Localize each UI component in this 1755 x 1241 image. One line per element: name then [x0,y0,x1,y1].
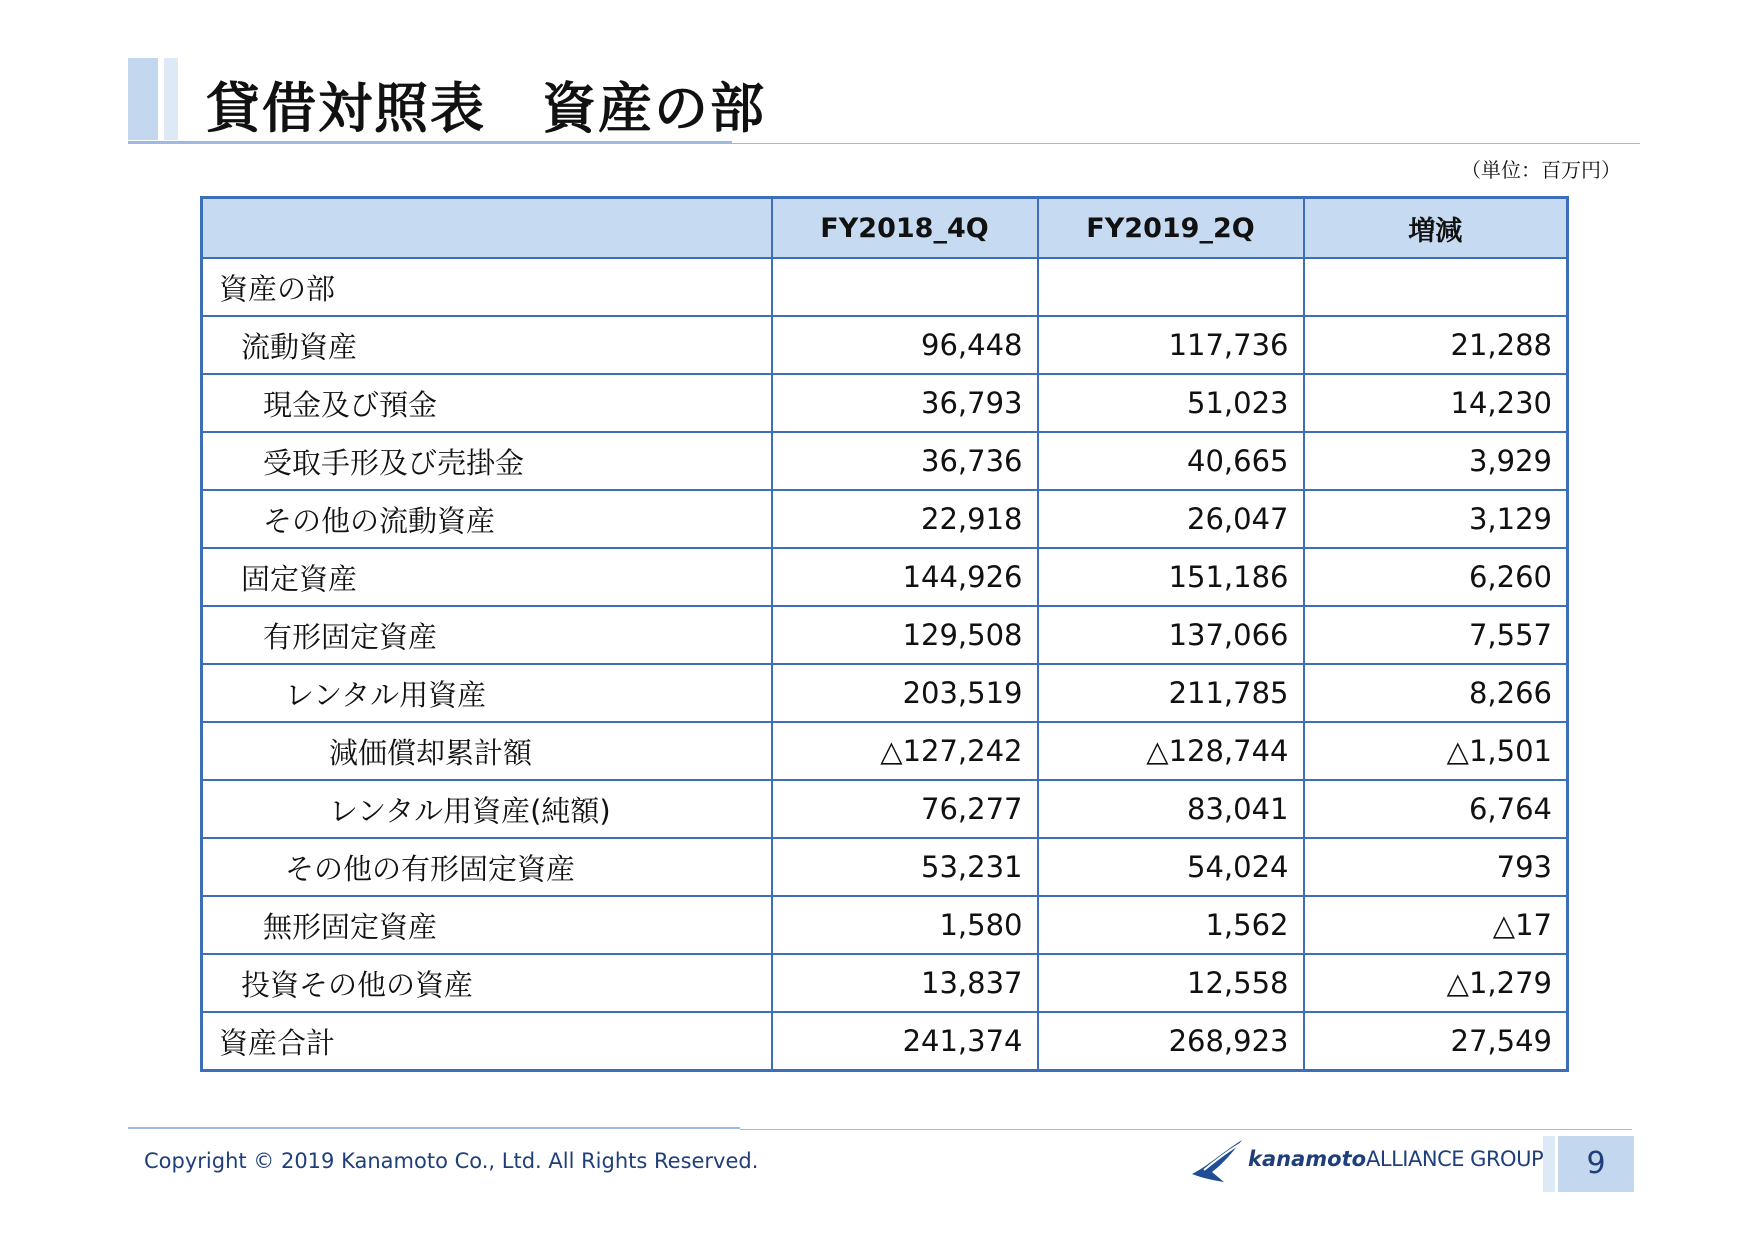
cell-fy2018-4q: 129,508 [772,606,1038,664]
cell-fy2019-2q: 211,785 [1038,664,1304,722]
cell-fy2018-4q: 76,277 [772,780,1038,838]
cell-fy2019-2q: 83,041 [1038,780,1304,838]
table-row [202,316,1568,374]
table-row [202,432,1568,490]
title-accent-bar-light [164,58,178,140]
table-row [202,606,1568,664]
row-label: 投資その他の資産 [202,954,772,1012]
row-label: 減価償却累計額 [202,722,772,780]
table-row [202,896,1568,954]
cell-fy2018-4q: 1,580 [772,896,1038,954]
cell-fy2019-2q: 137,066 [1038,606,1304,664]
cell-fy2019-2q: 51,023 [1038,374,1304,432]
table-row [202,490,1568,548]
cell-fy2019-2q: 40,665 [1038,432,1304,490]
title-underline-extension [732,143,1640,144]
header-item [202,198,772,259]
table-row [202,722,1568,780]
cell-fy2018-4q: 36,793 [772,374,1038,432]
row-label: 受取手形及び売掛金 [202,432,772,490]
cell-fy2018-4q: 96,448 [772,316,1038,374]
cell-fy2019-2q: 12,558 [1038,954,1304,1012]
table-row [202,954,1568,1012]
page-title: 貸借対照表 資産の部 [206,77,766,140]
cell-fy2019-2q: 268,923 [1038,1012,1304,1071]
cell-fy2019-2q: 151,186 [1038,548,1304,606]
cell-fy2019-2q: 54,024 [1038,838,1304,896]
cell-fy2019-2q [1038,258,1304,316]
cell-fy2018-4q: 22,918 [772,490,1038,548]
cell-change: 3,129 [1304,490,1568,548]
cell-change: △17 [1304,896,1568,954]
logo-brand: kanamoto [1248,1147,1367,1171]
cell-change: 14,230 [1304,374,1568,432]
row-label: 流動資産 [202,316,772,374]
cell-fy2018-4q: 53,231 [772,838,1038,896]
title-underline [128,141,732,144]
table-row [202,374,1568,432]
page-number-accent [1543,1136,1555,1192]
row-label: 固定資産 [202,548,772,606]
cell-change: 6,764 [1304,780,1568,838]
row-label: 無形固定資産 [202,896,772,954]
table-row [202,548,1568,606]
cell-fy2019-2q: 26,047 [1038,490,1304,548]
table-row [202,838,1568,896]
kanamoto-bird-icon [1190,1136,1246,1186]
cell-fy2019-2q: 1,562 [1038,896,1304,954]
cell-change: 3,929 [1304,432,1568,490]
cell-fy2019-2q: 117,736 [1038,316,1304,374]
table-row [202,258,1568,316]
row-label: 資産合計 [202,1012,772,1071]
cell-fy2018-4q: 203,519 [772,664,1038,722]
table-row [202,780,1568,838]
row-label: その他の有形固定資産 [202,838,772,896]
table-row [202,1012,1568,1071]
row-label: 資産の部 [202,258,772,316]
cell-change: △1,279 [1304,954,1568,1012]
cell-fy2018-4q [772,258,1038,316]
title-accent-bar [128,58,158,140]
row-label: レンタル用資産(純額) [202,780,772,838]
cell-fy2018-4q: 13,837 [772,954,1038,1012]
header-fy2019-2q: FY2019_2Q [1038,198,1304,259]
cell-fy2018-4q: 144,926 [772,548,1038,606]
cell-change: △1,501 [1304,722,1568,780]
header-change: 増減 [1304,198,1568,259]
copyright-text: Copyright © 2019 Kanamoto Co., Ltd. All Rights Reserved. [144,1149,759,1173]
table-row [202,664,1568,722]
row-label: 現金及び預金 [202,374,772,432]
row-label: 有形固定資産 [202,606,772,664]
cell-change: 27,549 [1304,1012,1568,1071]
cell-change: 7,557 [1304,606,1568,664]
table-header-row [202,198,1568,259]
cell-fy2018-4q: 241,374 [772,1012,1038,1071]
footer-divider [128,1127,740,1129]
unit-note: （単位：百万円） [1461,158,1621,182]
row-label: レンタル用資産 [202,664,772,722]
cell-fy2019-2q: △128,744 [1038,722,1304,780]
kanamoto-logo [1190,1136,1544,1186]
cell-fy2018-4q: △127,242 [772,722,1038,780]
page-number: 9 [1586,1146,1606,1181]
logo-wordmark [1248,1147,1543,1171]
cell-change: 6,260 [1304,548,1568,606]
cell-change: 21,288 [1304,316,1568,374]
header-fy2018-4q: FY2018_4Q [772,198,1038,259]
cell-change: 793 [1304,838,1568,896]
balance-sheet-table [200,196,1569,1072]
cell-fy2018-4q: 36,736 [772,432,1038,490]
footer-divider-extension [740,1129,1632,1130]
row-label: その他の流動資産 [202,490,772,548]
cell-change: 8,266 [1304,664,1568,722]
logo-group: ALLIANCE GROUP [1366,1147,1544,1171]
cell-change [1304,258,1568,316]
